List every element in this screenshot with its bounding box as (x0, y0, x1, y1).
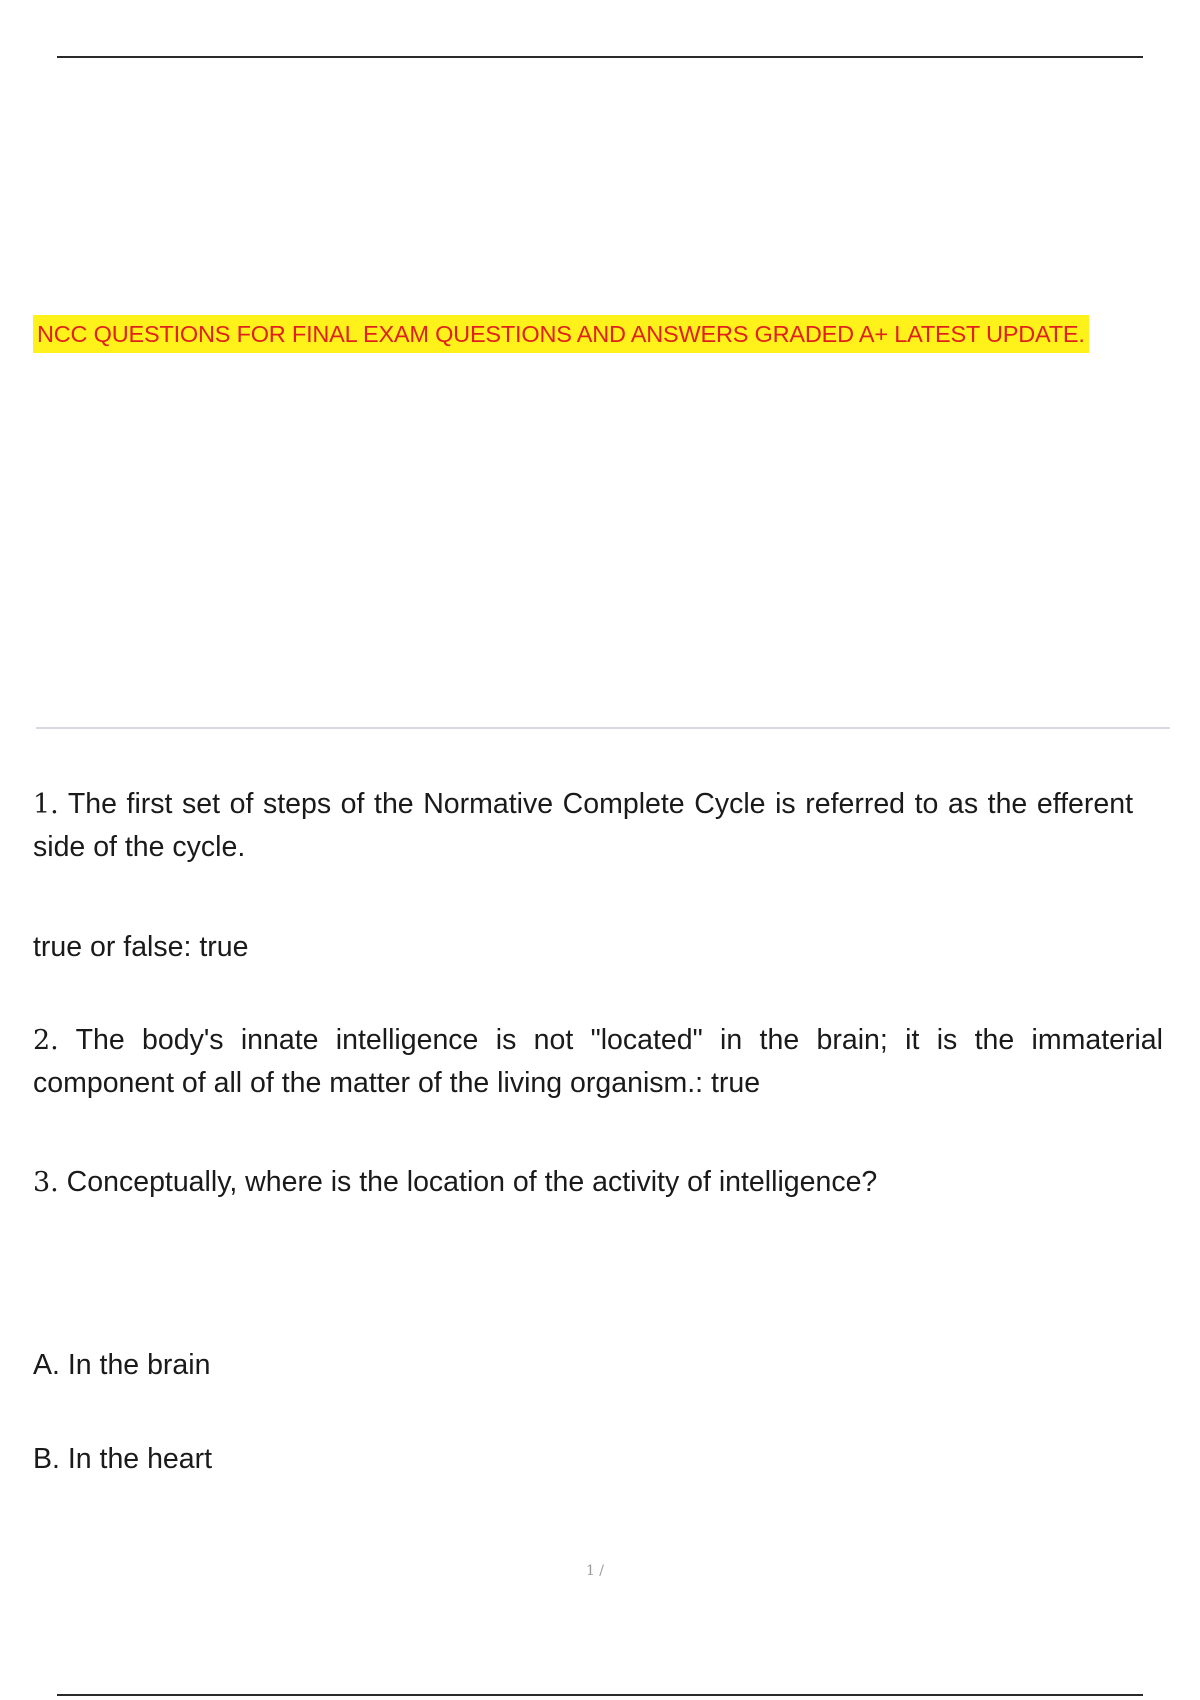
option-b: B. In the heart (33, 1443, 213, 1475)
page-number: 1 / (585, 1563, 605, 1579)
question-text: Conceptually, where is the location of the activity of intelligence? (58, 1166, 878, 1198)
bottom-rule (57, 1694, 1143, 1696)
title-block (33, 315, 1089, 353)
question-number: 3. (33, 1167, 59, 1198)
question-2 (33, 1019, 1163, 1104)
question-text: The body's innate intelligence is not "located" in the brain; it is the immaterial component of all of the matter of the living organism.: true (33, 1024, 1163, 1099)
question-number: 2. (33, 1025, 59, 1056)
document-title: NCC QUESTIONS FOR FINAL EXAM QUESTIONS AND ANSWERS GRADED A+ LATEST UPDATE. (33, 315, 1089, 353)
question-1 (33, 783, 1133, 868)
question-1-answer: true or false: true (33, 931, 249, 963)
top-rule (57, 56, 1143, 58)
section-divider (36, 727, 1170, 729)
option-a: A. In the brain (33, 1349, 211, 1381)
question-number: 1. (33, 789, 59, 820)
question-text: The first set of steps of the Normative Complete Cycle is referred to as the efferent side of the cycle. (33, 788, 1133, 863)
question-3 (33, 1161, 877, 1204)
